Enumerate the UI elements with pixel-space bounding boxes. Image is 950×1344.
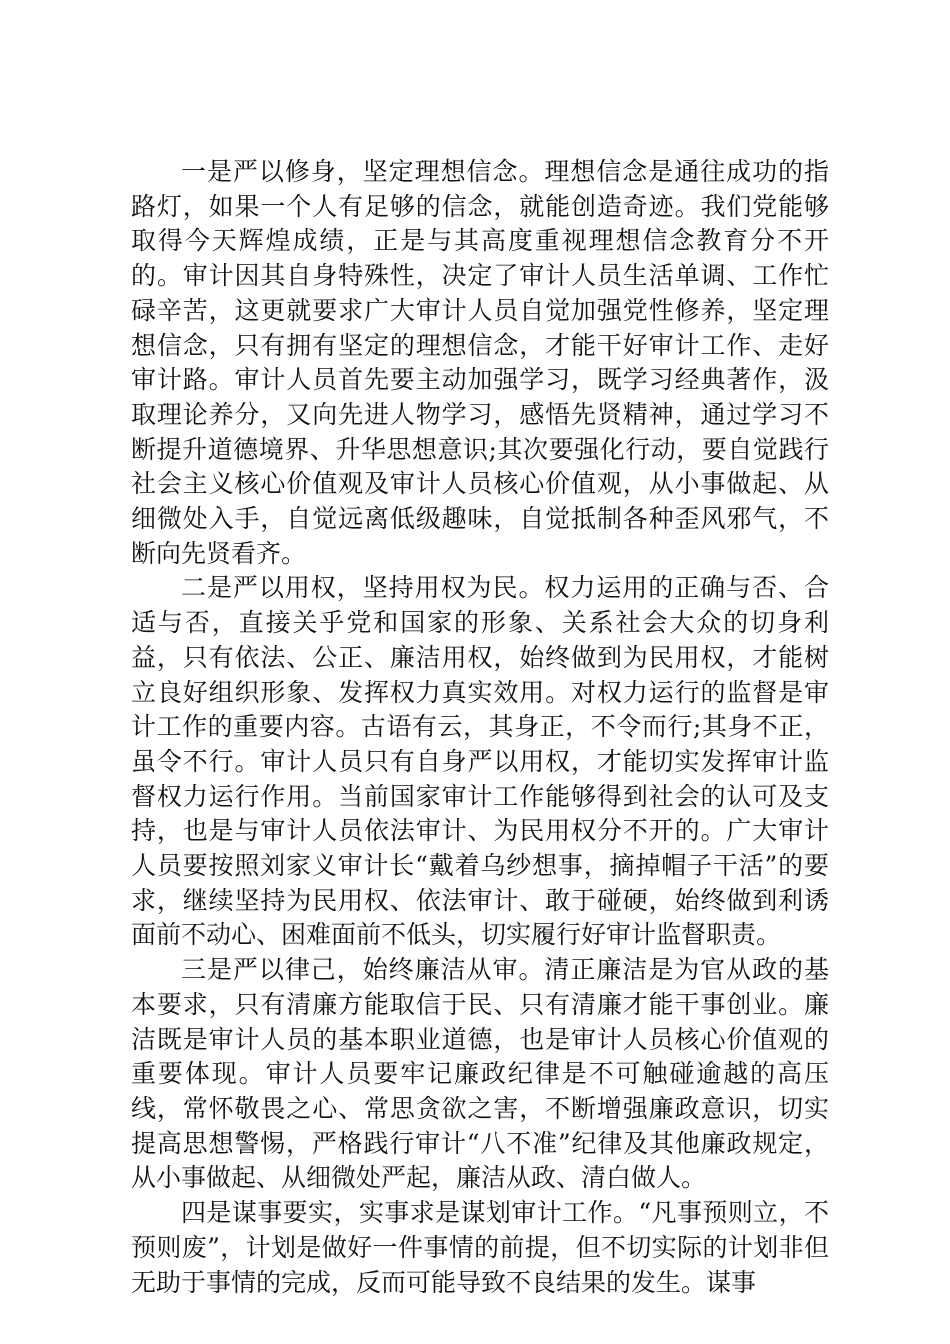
document-body	[131, 155, 829, 1300]
paragraph-practical-planning: 四是谋事要实，实事求是谋划审计工作。“凡事预则立，不预则废”，计划是做好一件事情的前提，但不切实际的计划非但无助于事情的完成，反而可能导致不良结果的发生。谋事	[131, 1198, 829, 1297]
paragraph-use-of-power: 二是严以用权，坚持用权为民。权力运用的正确与否、合适与否，直接关乎党和国家的形象、关系社会大众的切身利益，只有依法、公正、廉洁用权，始终做到为民用权，才能树立良好组织形象、发挥权力真实效用。对权力运行的监督是审计工作的重要内容。古语有云，其身正，不令而行;其身不正，虽令不行。审计人员只有自身严以用权，才能切实发挥审计监督权力运行作用。当前国家审计工作能够得到社会的认可及支持，也是与审计人员依法审计、为民用权分不开的。广大审计人员要按照刘家义审计长“戴着乌纱想事，摘掉帽子干活”的要求，继续坚持为民用权、依法审计、敢于碰硬，始终做到利诱面前不动心、困难面前不低头，切实履行好审计监督职责。	[131, 573, 829, 950]
paragraph-self-cultivation: 一是严以修身，坚定理想信念。理想信念是通往成功的指路灯，如果一个人有足够的信念，就能创造奇迹。我们党能够取得今天辉煌成绩，正是与其高度重视理想信念教育分不开的。审计因其自身特殊性，决定了审计人员生活单调、工作忙碌辛苦，这更就要求广大审计人员自觉加强党性修养，坚定理想信念，只有拥有坚定的理想信念，才能干好审计工作、走好审计路。审计人员首先要主动加强学习，既学习经典著作，汲取理论养分，又向先进人物学习，感悟先贤精神，通过学习不断提升道德境界、升华思想意识;其次要强化行动，要自觉践行社会主义核心价值观及审计人员核心价值观，从小事做起、从细微处入手，自觉远离低级趣味，自觉抵制各种歪风邪气，不断向先贤看齐。	[131, 157, 829, 568]
paragraph-self-discipline: 三是严以律己，始终廉洁从审。清正廉洁是为官从政的基本要求，只有清廉方能取信于民、只有清廉才能干事创业。廉洁既是审计人员的基本职业道德，也是审计人员核心价值观的重要体现。审计人员要牢记廉政纪律是不可触碰逾越的高压线，常怀敬畏之心、常思贪欲之害，不断增强廉政意识，切实提高思想警惕，严格践行审计“八不准”纪律及其他廉政规定，从小事做起、从细微处严起，廉洁从政、清白做人。	[131, 955, 829, 1193]
